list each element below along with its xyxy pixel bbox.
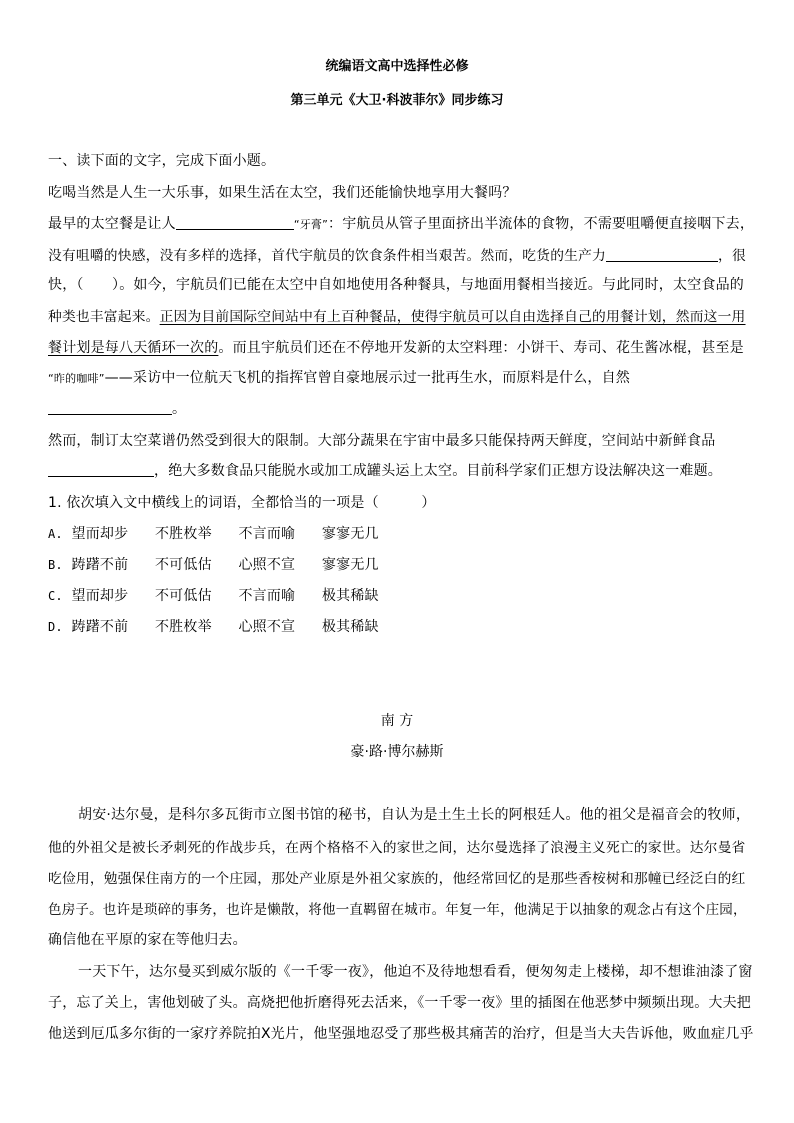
section-heading: 一、读下面的文字，完成下面小题。 <box>48 153 276 169</box>
option-word: 望而却步 <box>71 588 129 604</box>
option-a[interactable] <box>48 523 748 543</box>
passage-line-5 <box>48 337 748 357</box>
passage-text: 没有咀嚼的快感，没有多样的选择，首代宇航员的饮食条件相当艰苦。然而，吃货的生产力 <box>48 248 607 264</box>
passage-text: ：宇航员从管子里面挤出半流体的食物，不需要咀嚼便直接咽下去， <box>328 216 755 232</box>
option-word: 踌躇不前 <box>71 619 129 635</box>
option-label: B. <box>48 558 63 572</box>
passage-text: ——采访中一位航天飞机的指挥官曾自豪地展示过一批再生水，而原料是什么，自然 <box>104 370 631 386</box>
option-word: 不言而喻 <box>238 588 296 604</box>
passage-line-7 <box>48 398 748 418</box>
fill-blank-4[interactable] <box>48 462 154 477</box>
option-word: 不胜枚举 <box>154 526 212 542</box>
story-author: 豪·路·博尔赫斯 <box>350 744 444 760</box>
story-title: 南 方 <box>380 713 414 729</box>
passage-line-1 <box>48 213 755 233</box>
story-line-5: 确信他在平原的家在等他归去。 <box>48 932 247 948</box>
underlined-sentence: 正因为目前国际空间站中有上百种餐品，使得宇航员可以自由选择自己的用餐计划，然而这一用 <box>159 309 746 325</box>
story-line-4: 色房子。也许是琐碎的事务，也许是懒散，将他一直羁留在城市。年复一年，他满足于以抽象的观念占有这个庄园， <box>48 902 747 918</box>
story-line-1: 胡安·达尔曼，是科尔多瓦街市立图书馆的秘书，自认为是土生土长的阿根廷人。他的祖父是福音会的牧师， <box>78 807 751 823</box>
option-word: 不胜枚举 <box>154 619 212 635</box>
option-word: 踌躇不前 <box>71 557 129 573</box>
option-word: 望而却步 <box>71 526 129 542</box>
passage-quote: “昨的咖啡” <box>48 372 105 385</box>
passage-text: 。而且宇航员们还在不停地开发新的太空料理：小饼干、寿司、花生酱冰棍，甚至是 <box>218 340 744 356</box>
story-line-7: 子，忘了关上，害他划破了头。高烧把他折磨得死去活来，《一千零一夜》里的插图在他恶梦中频频出现。大夫把 <box>48 995 751 1011</box>
option-word: 极其稀缺 <box>321 588 379 604</box>
option-label: A. <box>48 527 63 541</box>
option-word: 心照不宣 <box>238 619 296 635</box>
passage-text: 。 <box>172 401 187 417</box>
option-word: 不可低估 <box>154 557 212 573</box>
question-1: 1. 依次填入文中横线上的词语，全都恰当的一项是（ ） <box>48 495 436 511</box>
passage-quote: “牙膏” <box>293 218 329 231</box>
option-word: 不可低估 <box>154 588 212 604</box>
passage-text: ，绝大多数食品只能脱水或加工成罐头运上太空。目前科学家们正想方设法解决这一难题。 <box>154 463 722 479</box>
passage-text: 最早的太空餐是让人 <box>48 216 176 232</box>
passage-line-6 <box>48 367 748 387</box>
story-line-6: 一天下午，达尔曼买到威尔版的《一千零一夜》，他迫不及待地想看看，便匆匆走上楼梯，却不想谁油漆了窗 <box>78 964 753 980</box>
question-intro: 吃喝当然是人生一大乐事，如果生活在太空，我们还能愉快地享用大餐吗？ <box>48 185 517 201</box>
fill-blank-2[interactable] <box>606 247 718 262</box>
option-word: 不言而喻 <box>238 526 296 542</box>
passage-line-3: 快，（ ）。如今，宇航员们已能在太空中自如地使用各种餐具，与地面用餐相当接近。与此同时，太空食品的 <box>48 277 744 293</box>
option-d[interactable] <box>48 616 748 636</box>
underlined-sentence: 餐计划是每八天循环一次的 <box>48 340 219 356</box>
document-subtitle: 第三单元《大卫·科波菲尔》同步练习 <box>290 93 504 108</box>
passage-text: 种类也丰富起来。 <box>48 309 160 325</box>
option-b[interactable] <box>48 554 748 574</box>
story-line-3: 吃俭用，勉强保住南方的一个庄园，那处产业原是外祖父家族的，他经常回忆的是那些香桉树和那幢已经泛白的红 <box>48 871 746 887</box>
story-line-8: 他送到厄瓜多尔街的一家疗养院拍X光片，他坚强地忍受了那些极其痛苦的治疗，但是当大夫告诉他，败血症几乎 <box>48 1026 754 1042</box>
option-word: 寥寥无几 <box>321 526 379 542</box>
fill-blank-3[interactable] <box>48 400 172 415</box>
option-word: 寥寥无几 <box>321 557 379 573</box>
option-word: 心照不宣 <box>238 557 296 573</box>
option-c[interactable] <box>48 585 748 605</box>
option-word: 极其稀缺 <box>321 619 379 635</box>
passage-line-9 <box>48 460 748 480</box>
passage-text: ，很 <box>718 248 746 264</box>
passage-line-4 <box>48 305 748 325</box>
story-line-2: 他的外祖父是被长矛刺死的作战步兵，在两个格格不入的家世之间，达尔曼选择了浪漫主义死亡的家世。达尔曼省 <box>48 840 746 856</box>
fill-blank-1[interactable] <box>176 215 294 230</box>
passage-line-8: 然而，制订太空菜谱仍然受到很大的限制。大部分蔬果在宇宙中最多只能保持两天鲜度，空间站中新鲜食品 <box>48 433 716 449</box>
document-title: 统编语文高中选择性必修 <box>325 59 469 74</box>
option-label: C. <box>48 589 63 603</box>
passage-line-2 <box>48 244 748 264</box>
option-label: D. <box>48 620 63 634</box>
